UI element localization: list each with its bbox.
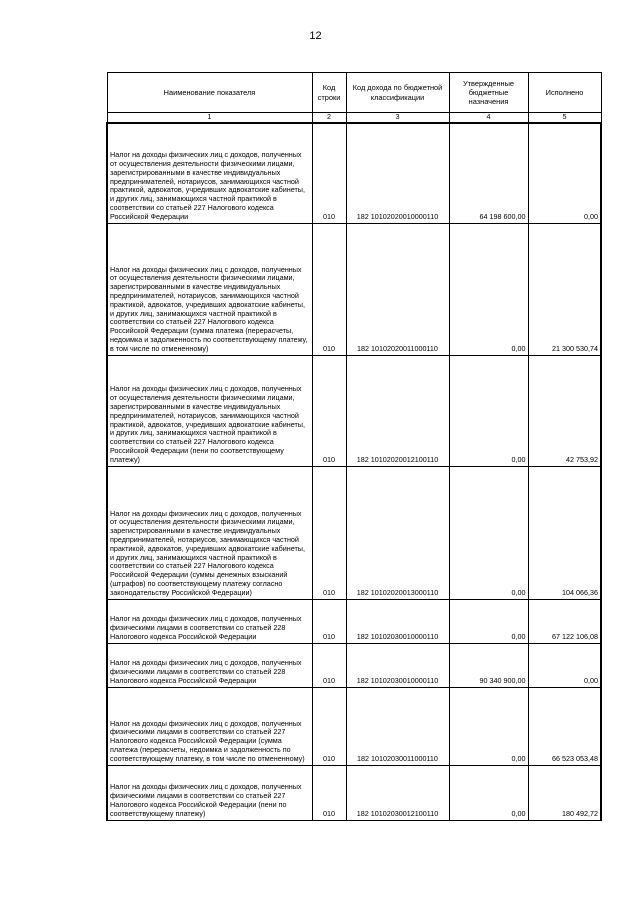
indicator-name: Налог на доходы физических лиц с доходов, полученных физическими лицами в соответствии со статьей 227 Налогового кодекса Российской Федерации (пени по соответствующему платежу) <box>107 765 312 820</box>
approved-amount: 0,00 <box>449 355 528 466</box>
table-row <box>107 355 601 466</box>
line-code: 010 <box>312 765 346 820</box>
approved-amount: 64 198 600,00 <box>449 123 528 223</box>
column-number-row <box>107 113 601 124</box>
indicator-name: Налог на доходы физических лиц с доходов, полученных от осуществления деятельности физическими лицами, зарегистрированными в качестве индивидуальных предпринимателей, нотариусов, занимающихся частной практикой, адвокатов, учредивших адвокатские кабинеты, и других лиц, занимающихся частной практикой в соответствии со статьей 227 Налогового кодекса Российской Федерации <box>107 123 312 223</box>
line-code: 010 <box>312 687 346 765</box>
approved-amount: 0,00 <box>449 599 528 643</box>
column-number: 5 <box>528 113 601 124</box>
line-code: 010 <box>312 123 346 223</box>
income-code: 182 10102030011000110 <box>346 687 449 765</box>
header-income-code: Код дохода по бюджетной классификации <box>346 73 449 113</box>
line-code: 010 <box>312 643 346 687</box>
table-row <box>107 599 601 643</box>
income-code: 182 10102020012100110 <box>346 355 449 466</box>
executed-amount: 0,00 <box>528 643 601 687</box>
table-row <box>107 466 601 599</box>
approved-amount: 0,00 <box>449 223 528 355</box>
table-row <box>107 687 601 765</box>
column-number: 4 <box>449 113 528 124</box>
page-number: 12 <box>309 30 322 42</box>
indicator-name: Налог на доходы физических лиц с доходов, полученных от осуществления деятельности физическими лицами, зарегистрированными в качестве индивидуальных предпринимателей, нотариусов, занимающихся частной практикой, адвокатов, учредивших адвокатские кабинеты, и других лиц, занимающихся частной практикой в соответствии со статьей 227 Налогового кодекса Российской Федерации (пени по соответствующему платежу) <box>107 355 312 466</box>
income-code: 182 10102030010000110 <box>346 643 449 687</box>
executed-amount: 67 122 106,08 <box>528 599 601 643</box>
column-number: 2 <box>312 113 346 124</box>
indicator-name: Налог на доходы физических лиц с доходов, полученных физическими лицами в соответствии со статьей 228 Налогового кодекса Российской Федерации <box>107 643 312 687</box>
approved-amount: 0,00 <box>449 466 528 599</box>
budget-income-table <box>106 72 602 821</box>
approved-amount: 90 340 900,00 <box>449 643 528 687</box>
executed-amount: 180 492,72 <box>528 765 601 820</box>
indicator-name: Налог на доходы физических лиц с доходов, полученных физическими лицами в соответствии со статьей 227 Налогового кодекса Российской Федерации (сумма платежа (перерасчеты, недоимка и задолженность по соответствующему платежу, в том числе по отмененному) <box>107 687 312 765</box>
income-code: 182 10102030012100110 <box>346 765 449 820</box>
header-row <box>107 73 601 113</box>
executed-amount: 104 066,36 <box>528 466 601 599</box>
table-row <box>107 123 601 223</box>
income-code: 182 10102020011000110 <box>346 223 449 355</box>
column-number: 3 <box>346 113 449 124</box>
indicator-name: Налог на доходы физических лиц с доходов, полученных от осуществления деятельности физическими лицами, зарегистрированными в качестве индивидуальных предпринимателей, нотариусов, занимающихся частной практикой, адвокатов, учредивших адвокатские кабинеты, и других лиц, занимающихся частной практикой в соответствии со статьей 227 Налогового кодекса Российской Федерации (суммы денежных взысканий (штрафов) по соответствующему платежу согласно законодательству Российской Федерации) <box>107 466 312 599</box>
line-code: 010 <box>312 355 346 466</box>
line-code: 010 <box>312 466 346 599</box>
executed-amount: 66 523 053,48 <box>528 687 601 765</box>
income-code: 182 10102030010000110 <box>346 599 449 643</box>
table-row <box>107 765 601 820</box>
table-row <box>107 223 601 355</box>
approved-amount: 0,00 <box>449 687 528 765</box>
executed-amount: 0,00 <box>528 123 601 223</box>
indicator-name: Налог на доходы физических лиц с доходов, полученных от осуществления деятельности физическими лицами, зарегистрированными в качестве индивидуальных предпринимателей, нотариусов, занимающихся частной практикой, адвокатов, учредивших адвокатские кабинеты, и других лиц, занимающихся частной практикой в соответствии со статьей 227 Налогового кодекса Российской Федерации (сумма платежа (перерасчеты, недоимка и задолженность по соответствующему платежу, в том числе по отмененному) <box>107 223 312 355</box>
indicator-name: Налог на доходы физических лиц с доходов, полученных физическими лицами в соответствии со статьей 228 Налогового кодекса Российской Федерации <box>107 599 312 643</box>
line-code: 010 <box>312 223 346 355</box>
line-code: 010 <box>312 599 346 643</box>
column-number: 1 <box>107 113 312 124</box>
executed-amount: 21 300 530,74 <box>528 223 601 355</box>
header-executed: Исполнено <box>528 73 601 113</box>
executed-amount: 42 753,92 <box>528 355 601 466</box>
header-indicator-name: Наименование показателя <box>107 73 312 113</box>
approved-amount: 0,00 <box>449 765 528 820</box>
header-line-code: Код строки <box>312 73 346 113</box>
table-row <box>107 643 601 687</box>
income-code: 182 10102020010000110 <box>346 123 449 223</box>
header-approved: Утвержденные бюджетные назначения <box>449 73 528 113</box>
income-code: 182 10102020013000110 <box>346 466 449 599</box>
